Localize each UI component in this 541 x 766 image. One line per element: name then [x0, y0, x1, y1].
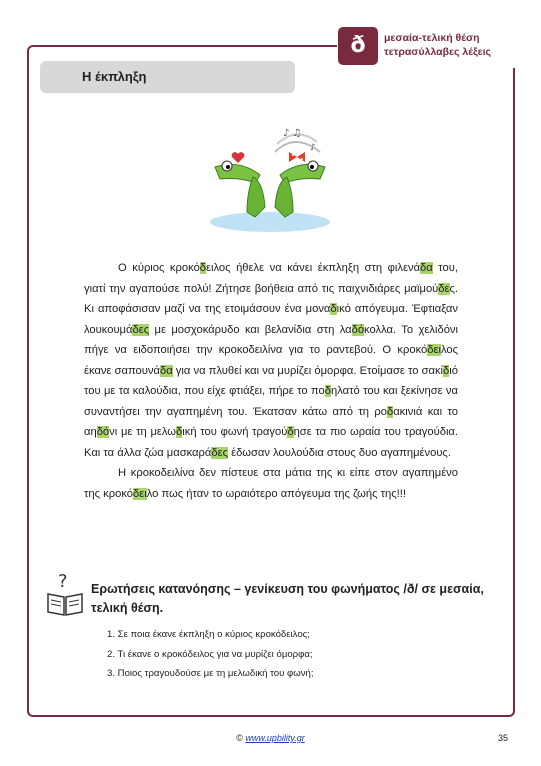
questions-list	[107, 625, 314, 684]
story-text-segment: ικό απόγευμα. Έφτιαξαν λουκουμά	[84, 303, 458, 336]
story-text-segment: κολλα. Το χελιδόνι πήγε να ειδοποιήσει την κροκοδειλίνα για το ραντεβού. Ο κροκό	[84, 323, 458, 356]
story-text-segment: ηλατό του και ξεκίνησε να συναντήσει την αγαπημένη του. Έκατσαν κάτω από τη ρο	[84, 385, 458, 418]
highlighted-letters: δει	[133, 487, 147, 500]
badge-caption	[384, 31, 514, 59]
story-text-segment: ακινιά και το αη	[84, 405, 458, 438]
questions-heading: Ερωτήσεις κατανόησης – γενίκευση του φωνήματος /ð/ σε μεσαία, τελική θέση.	[91, 582, 484, 615]
story-text-segment: Η κροκοδειλίνα δεν πίστευε στα μάτια της κι είπε στον αγαπημένο της κροκό	[84, 467, 458, 500]
svg-text:♪ ♫: ♪ ♫	[283, 128, 302, 139]
story-text-segment: ς. Κι αποφάσισαν μαζί να της ετοιμάσουν ένα μονα	[84, 282, 458, 315]
two-crocodiles-singing-icon	[205, 122, 335, 234]
page-number: 35	[498, 733, 509, 743]
question-book-icon	[46, 572, 84, 616]
story-paragraph-1	[84, 258, 458, 463]
highlighted-letters: δ	[386, 405, 394, 418]
story-text-segment: του, γιατί την αγαπούσε πολύ! Ζήτησε βοήθεια από τις παιχνιδιάρες μαϊμού	[84, 262, 458, 295]
footer	[0, 733, 541, 743]
question-2: 2. Τι έκανε ο κροκόδειλος για να μυρίζει όμορφα;	[107, 648, 313, 660]
highlighted-letters: δε	[438, 282, 450, 295]
svg-text:♪: ♪	[310, 143, 316, 153]
question-3: 3. Ποιος τραγουδούσε με τη μελωδική του φωνή;	[107, 668, 314, 679]
story-text-segment: με μοσχοκάρυδο και βελανίδια στη λα	[149, 323, 352, 336]
highlighted-letters: δ	[443, 364, 450, 377]
question-1: 1. Σε ποια έκανε έκπληξη ο κύριος κροκόδειλος;	[107, 629, 310, 640]
story-text-segment: νι με τη μελω	[109, 426, 177, 438]
highlighted-letters: δ	[324, 385, 331, 397]
story-text-segment: ιό του με τα καλούδια, που είχε φτιάξει, πήρε το πο	[84, 364, 458, 397]
page-title: Η έκπληξη	[82, 69, 147, 84]
story-text-segment: Ο κύριος κροκό	[118, 262, 200, 274]
highlighted-letters: δα	[159, 364, 173, 377]
badge-line-2: τετρασύλλαβες λέξεις	[384, 46, 491, 58]
phoneme-badge: ð	[338, 27, 378, 65]
story-text-segment: λο πως ήταν το ωραιότερο απόγευμα της ζωής της!!!	[146, 487, 406, 500]
title-bar	[40, 61, 295, 93]
svg-text:?: ?	[58, 572, 68, 592]
story-text-segment: έδωσαν λουλούδια στους δυο αγαπημένους.	[227, 446, 451, 459]
highlighted-letters: δες	[132, 323, 150, 336]
highlighted-letters: δες	[211, 446, 228, 459]
story-paragraph-2	[84, 463, 458, 504]
highlighted-letters: δει	[427, 344, 441, 356]
highlighted-letters: δ	[199, 262, 207, 274]
story-text-segment: ησε τα πιο ωραία του τραγούδια. Και τα άλλα ζώα μασκαρά	[84, 426, 458, 459]
story-text-segment: για να πλυθεί και να μυρίζει όμορφα. Ετοίμασε το σακί	[172, 364, 444, 377]
highlighted-letters: δ	[330, 303, 337, 315]
website-link[interactable]: www.upbility.gr	[245, 733, 305, 743]
copyright-symbol: ©	[236, 733, 243, 743]
highlighted-letters: δ	[176, 426, 183, 438]
story-text	[84, 258, 458, 504]
highlighted-letters: δ	[287, 426, 294, 438]
story-text-segment: ειλος ήθελε να κάνει έκπληξη στη φιλενά	[206, 262, 421, 274]
story-text-segment: λος έκανε σαπουνά	[84, 344, 458, 377]
badge-line-1: μεσαία-τελική θέση	[384, 32, 480, 44]
highlighted-letters: δα	[420, 262, 433, 274]
story-text-segment: ική του φωνή τραγού	[182, 426, 288, 438]
highlighted-letters: δό	[96, 426, 110, 438]
highlighted-letters: δό	[351, 323, 365, 336]
